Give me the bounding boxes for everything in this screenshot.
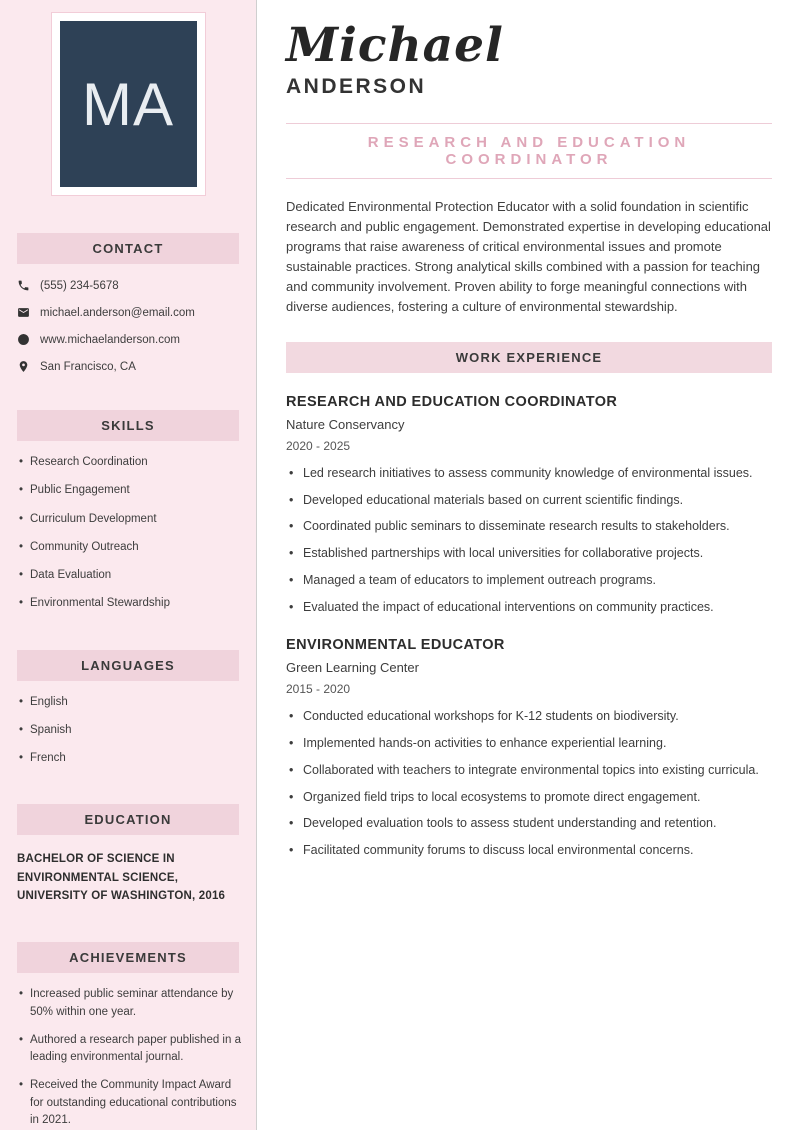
skill-item: • Community Outreach (18, 539, 242, 556)
job-bullet: • Organized field trips to local ecosystems to promote direct engagement. (286, 789, 772, 806)
skill-item: • Research Coordination (18, 454, 242, 471)
job-bullet: • Facilitated community forums to discuss local environmental concerns. (286, 842, 772, 859)
achievement-item: • Received the Community Impact Award for outstanding educational contributions in 2021. (18, 1077, 242, 1129)
job-bullet: • Collaborated with teachers to integrate environmental topics into existing curricula. (286, 762, 772, 779)
job-bullet: • Conducted educational workshops for K-12 students on biodiversity. (286, 708, 772, 725)
job-bullet-list (286, 708, 772, 859)
languages-section (0, 650, 256, 768)
job-entry (286, 637, 772, 859)
first-name: Michael (286, 18, 504, 73)
profile-summary: Dedicated Environmental Protection Educator with a solid foundation in scientific research and public engagement. Demonstrated expertise in developing educational programs that raise awareness of critical environmental issues and promote sustainable practices. Strong analytical skills combined with a passion for teaching and community involvement. Proven ability to forge meaningful connections with diverse audiences, fostering a culture of environmental stewardship. (286, 198, 771, 314)
job-bullet: • Developed educational materials based on current scientific findings. (286, 492, 772, 509)
skills-section-title: SKILLS (17, 410, 239, 441)
skill-item: • Data Evaluation (18, 567, 242, 584)
resume-headline: RESEARCH AND EDUCATION COORDINATOR (367, 133, 691, 168)
education-section-title: EDUCATION (17, 804, 239, 835)
job-bullet: • Developed evaluation tools to assess student understanding and retention. (286, 815, 772, 832)
job-dates: 2015 - 2020 (286, 681, 351, 696)
contact-section (0, 233, 256, 373)
job-entry (286, 394, 772, 616)
contact-email-text: michael.anderson@email.com (40, 306, 195, 319)
avatar-initials: MA (82, 70, 174, 138)
contact-list (0, 264, 256, 373)
job-title: ENVIRONMENTAL EDUCATOR (286, 636, 505, 653)
job-bullet: • Coordinated public seminars to disseminate research results to stakeholders. (286, 518, 772, 535)
language-item: • French (18, 750, 242, 767)
job-bullet: • Established partnerships with local universities for collaborative projects. (286, 545, 772, 562)
achievements-section (0, 942, 256, 1129)
skill-item: • Public Engagement (18, 482, 242, 499)
education-section (0, 804, 256, 905)
contact-phone-text: (555) 234-5678 (40, 279, 119, 292)
contact-item-email (17, 306, 242, 319)
skills-list (0, 441, 256, 613)
job-bullet-list (286, 465, 772, 616)
languages-section-title: LANGUAGES (17, 650, 239, 681)
job-bullet: • Implemented hands-on activities to enhance experiential learning. (286, 735, 772, 752)
divider (286, 178, 772, 179)
achievement-item: • Increased public seminar attendance by 50% within one year. (18, 986, 242, 1021)
job-bullet: • Managed a team of educators to implement outreach programs. (286, 572, 772, 589)
work-experience-section-title: WORK EXPERIENCE (286, 342, 772, 373)
contact-location-text: San Francisco, CA (40, 360, 136, 373)
contact-item-location (17, 360, 242, 373)
education-degree: BACHELOR OF SCIENCE IN ENVIRONMENTAL SCIENCE, UNIVERSITY OF WASHINGTON, 2016 (17, 853, 226, 903)
achievement-item: • Authored a research paper published in a leading environmental journal. (18, 1032, 242, 1067)
contact-section-title: CONTACT (17, 233, 239, 264)
achievements-section-title: ACHIEVEMENTS (17, 942, 239, 973)
avatar-box (60, 21, 197, 187)
job-title: RESEARCH AND EDUCATION COORDINATOR (286, 393, 618, 410)
job-bullet: • Evaluated the impact of educational interventions on community practices. (286, 599, 772, 616)
language-item: • Spanish (18, 722, 242, 739)
job-dates: 2020 - 2025 (286, 438, 351, 453)
job-company: Nature Conservancy (286, 416, 405, 432)
skill-item: • Curriculum Development (18, 511, 242, 528)
contact-website-text: www.michaelanderson.com (40, 333, 180, 346)
phone-icon (17, 279, 30, 292)
job-company: Green Learning Center (286, 659, 419, 675)
job-bullet: • Led research initiatives to assess community knowledge of environmental issues. (286, 465, 772, 482)
main-content (257, 0, 800, 1130)
contact-item-phone (17, 279, 242, 292)
location-icon (17, 360, 30, 373)
skill-item: • Environmental Stewardship (18, 595, 242, 612)
sidebar (0, 0, 257, 1130)
email-icon (17, 306, 30, 319)
language-item: • English (18, 694, 242, 711)
avatar (51, 12, 206, 196)
divider (286, 123, 772, 124)
globe-icon (17, 333, 30, 346)
skills-section (0, 410, 256, 613)
languages-list (0, 681, 256, 768)
contact-item-website (17, 333, 242, 346)
last-name: ANDERSON (286, 74, 427, 98)
achievements-list (0, 973, 256, 1129)
